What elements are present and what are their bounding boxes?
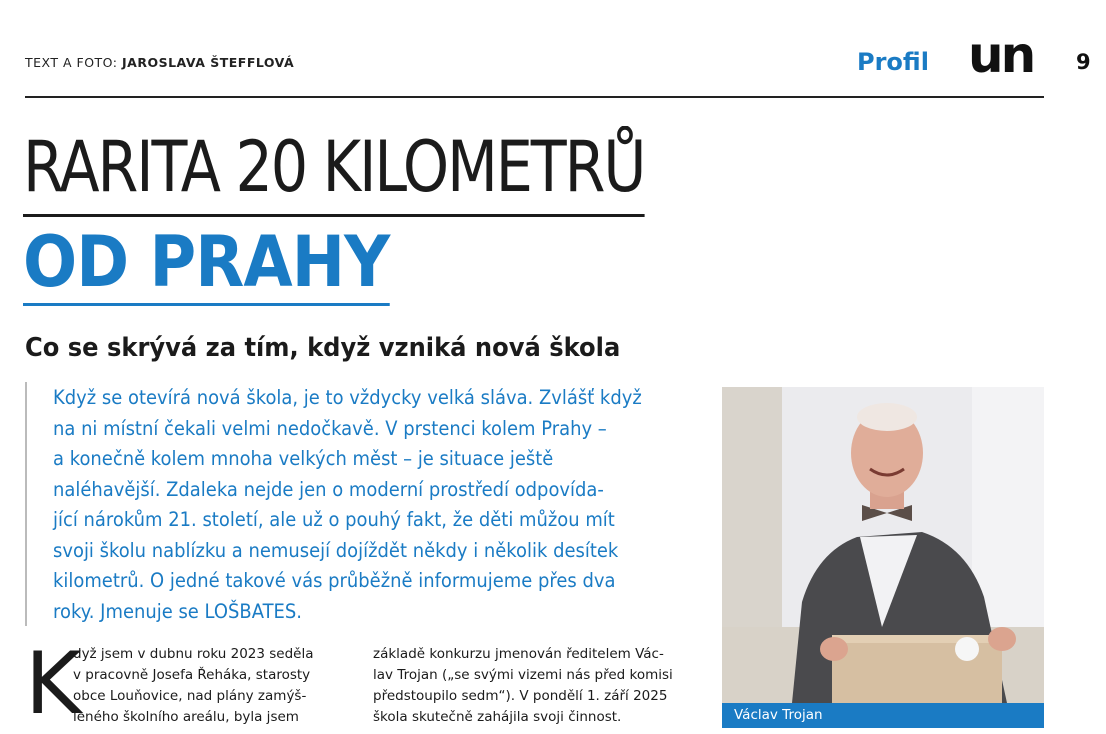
body-line: dyž jsem v dubnu roku 2023 seděla	[73, 646, 314, 662]
drop-cap: K	[25, 634, 82, 734]
body-line: obce Louňovice, nad plány zamýš-	[73, 688, 307, 704]
credit-name: JAROSLAVA ŠTEFFLOVÁ	[122, 55, 295, 70]
lead-line: kilometrů. O jedné takové vás průběžně informujeme přes dva	[53, 569, 616, 592]
subheadline: Co se skrývá za tím, když vzniká nová škola	[25, 333, 621, 363]
lead-paragraph	[53, 383, 651, 627]
header-rule	[25, 96, 1044, 98]
headline-line-2: OD PRAHY	[23, 223, 389, 306]
magazine-logo: un	[968, 26, 1034, 84]
body-line: leného školního areálu, byla jsem	[73, 709, 299, 725]
portrait-photo	[722, 387, 1044, 703]
portrait-illustration	[722, 387, 1044, 703]
credit-prefix: TEXT A FOTO:	[25, 55, 118, 70]
lead-line: naléhavější. Zdaleka nejde jen o moderní prostředí odpovída-	[53, 477, 604, 501]
headline-line-1: RARITA 20 KILOMETRŮ	[23, 124, 644, 217]
body-line: předstoupilo sedm“). V pondělí 1. září 2025	[373, 688, 668, 704]
author-credit	[25, 55, 294, 70]
body-line: škola skutečně zahájila svoji činnost.	[373, 709, 622, 725]
photo-caption-text: Václav Trojan	[734, 707, 823, 723]
lead-line: svoji školu nablízku a nemusejí dojíždět někdy i několik desítek	[53, 538, 619, 562]
lead-line: na ni místní čekali velmi nedočkavě. V prstenci kolem Prahy –	[53, 416, 607, 440]
body-column-2	[373, 644, 703, 728]
body-line: základě konkurzu jmenován ředitelem Vác-	[373, 646, 664, 662]
page-number: 9	[1076, 50, 1091, 74]
lead-line: Když se otevírá nová škola, je to vždycky velká sláva. Zvlášť když	[53, 386, 642, 409]
lead-line: roky. Jmenuje se LOŠBATES.	[53, 599, 302, 623]
lead-line: a konečně kolem mnoha velkých měst – je situace ještě	[53, 447, 554, 470]
body-line: lav Trojan („se svými vizemi nás před komisi	[373, 667, 673, 683]
body-line: v pracovně Josefa Řeháka, starosty	[73, 667, 311, 683]
lead-divider	[25, 382, 27, 626]
lead-line: jící nárokům 21. století, ale už o pouhý fakt, že děti můžou mít	[53, 508, 615, 531]
photo-caption	[722, 703, 1044, 728]
section-label: Profil	[857, 48, 929, 76]
